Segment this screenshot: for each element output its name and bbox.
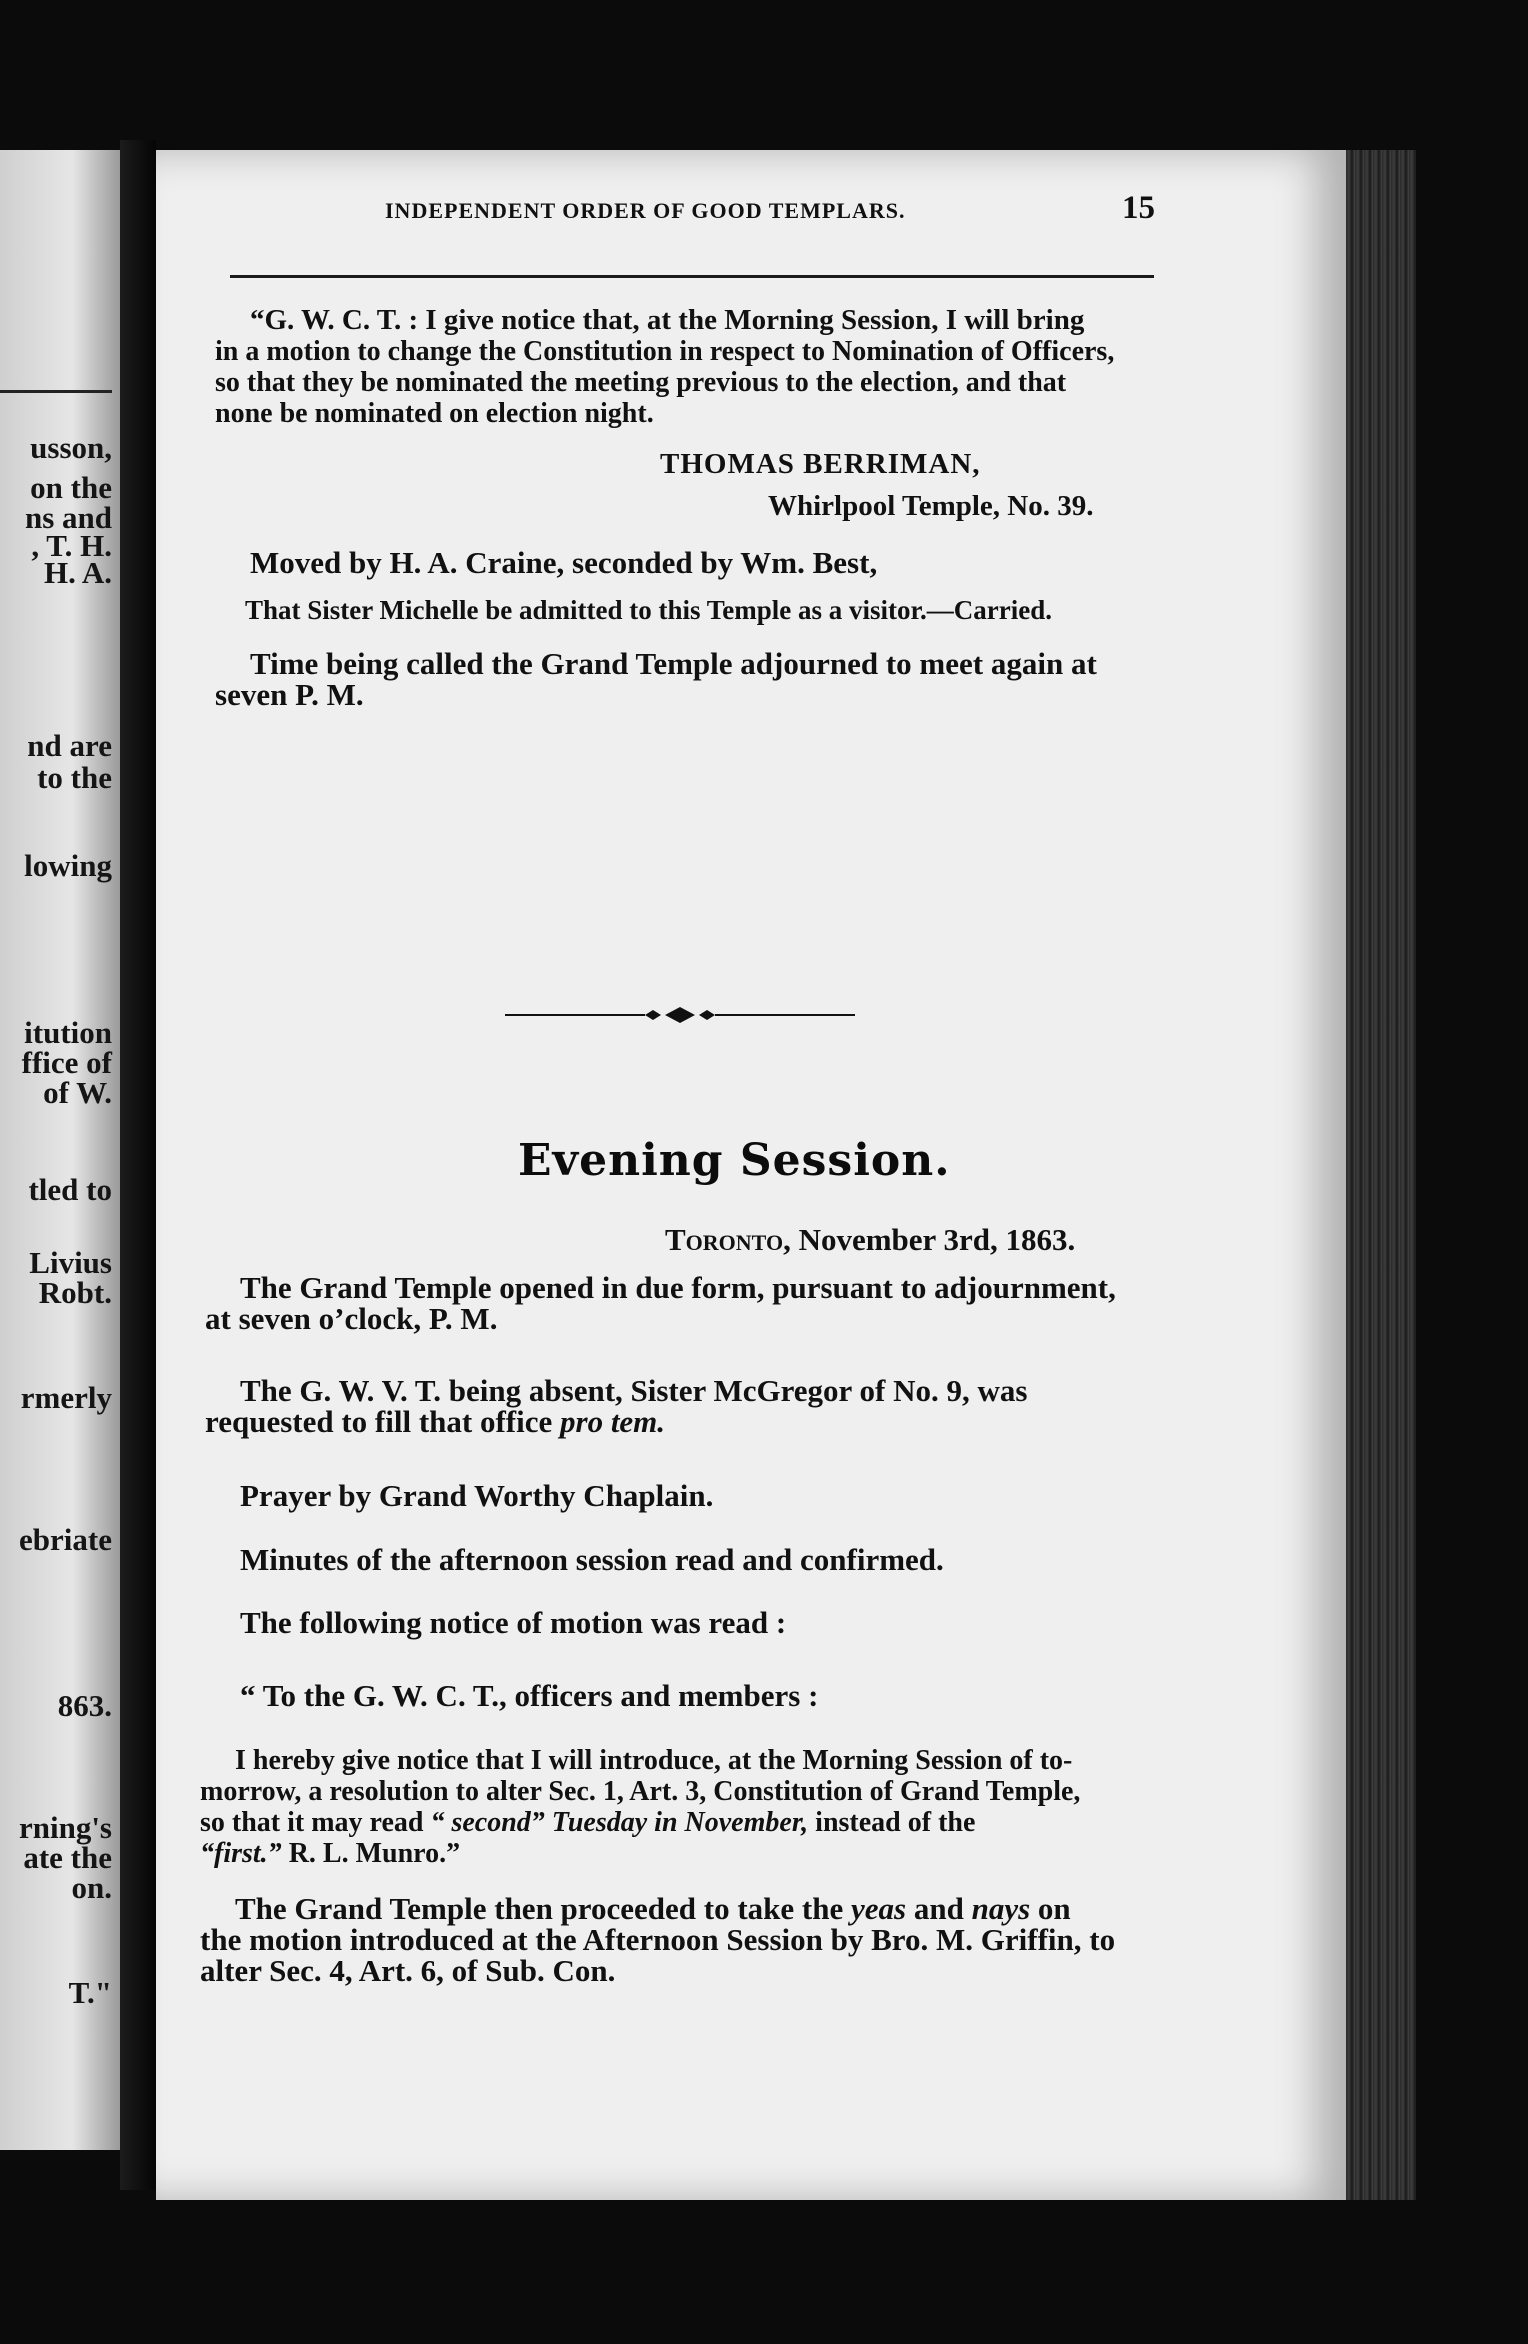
yeas-paragraph xyxy=(200,1893,1150,1986)
notice2-line xyxy=(200,1807,1150,1838)
previous-page-line: rning's xyxy=(18,1810,112,1845)
notice-line: in a motion to change the Constitution in respect to Nomination of Officers, xyxy=(215,336,1115,367)
gwvt-text: requested to fill that office xyxy=(205,1404,560,1439)
gwvt-line: The G. W. V. T. being absent, Sister McGregor of No. 9, was xyxy=(240,1373,1028,1408)
prayer-line: Prayer by Grand Worthy Chaplain. xyxy=(240,1478,714,1513)
gwvt-paragraph xyxy=(205,1375,1150,1437)
previous-page-line: ebriate xyxy=(19,1522,112,1557)
dateline-date: , November 3rd, 1863. xyxy=(783,1222,1076,1257)
previous-page-line: to the xyxy=(37,760,112,795)
notice2-line: morrow, a resolution to alter Sec. 1, Art. 3, Constitution of Grand Temple, xyxy=(200,1776,1081,1807)
yeas-line xyxy=(200,1893,1150,1924)
previous-page-rule xyxy=(0,390,112,393)
adjourn-line: seven P. M. xyxy=(215,677,364,712)
previous-page-line: 863. xyxy=(57,1688,112,1723)
previous-page-line: T." xyxy=(68,1975,112,2010)
previous-page-line: of W. xyxy=(43,1075,112,1110)
session-heading: Evening Session. xyxy=(518,1135,951,1186)
gwvt-line xyxy=(205,1406,1150,1437)
yeas-line: the motion introduced at the Afternoon Session by Bro. M. Griffin, to xyxy=(200,1922,1116,1957)
notice2-line: I hereby give notice that I will introduce, at the Morning Session of to- xyxy=(235,1745,1073,1776)
previous-page-line: lowing xyxy=(24,848,112,883)
dateline xyxy=(665,1222,1075,1258)
previous-page-line: ns and xyxy=(24,500,112,535)
previous-page-line: Livius xyxy=(29,1245,112,1280)
notice2-text: instead of the xyxy=(808,1807,976,1838)
previous-page-line: itution xyxy=(24,1015,112,1050)
previous-page-line: ate the xyxy=(23,1840,112,1875)
minutes-line: Minutes of the afternoon session read and confirmed. xyxy=(240,1542,944,1577)
page-number: 15 xyxy=(1122,190,1155,226)
yeas-text: The Grand Temple then proceeded to take the xyxy=(235,1891,851,1926)
opened-paragraph xyxy=(205,1272,1150,1334)
nays-italic: nays xyxy=(971,1891,1031,1926)
adjourn-paragraph xyxy=(215,648,1150,710)
previous-page-line: on the xyxy=(30,470,112,505)
notice2-signer: R. L. Munro.” xyxy=(281,1838,461,1869)
yeas-line: alter Sec. 4, Art. 6, of Sub. Con. xyxy=(200,1953,616,1988)
opened-line: The Grand Temple opened in due form, pursuant to adjournment, xyxy=(240,1270,1116,1305)
motion-result-line: That Sister Michelle be admitted to this Temple as a visitor.—Carried. xyxy=(245,595,1052,625)
previous-page-line: Robt. xyxy=(38,1275,112,1310)
section-divider-ornament xyxy=(505,1005,855,1025)
opened-line: at seven o’clock, P. M. xyxy=(205,1301,498,1336)
notice-paragraph xyxy=(215,305,1150,429)
gwvt-italic: pro tem. xyxy=(560,1404,666,1439)
yeas-text: on xyxy=(1030,1891,1071,1926)
header-rule xyxy=(230,275,1154,278)
previous-page-line: rmerly xyxy=(20,1380,112,1415)
yeas-text: and xyxy=(906,1891,972,1926)
previous-page-line: usson, xyxy=(30,430,112,465)
book-gutter xyxy=(120,140,156,2190)
previous-page-line: ffice of xyxy=(21,1045,112,1080)
page-edges xyxy=(1346,150,1416,2200)
notice2-paragraph xyxy=(200,1745,1150,1869)
notice2-text: so that it may read xyxy=(200,1807,431,1838)
signature-temple: Whirlpool Temple, No. 39. xyxy=(768,490,1094,522)
notice-line: so that they be nominated the meeting previous to the election, and that xyxy=(215,367,1067,398)
adjourn-line: Time being called the Grand Temple adjourned to meet again at xyxy=(250,646,1097,681)
running-title: INDEPENDENT ORDER OF GOOD TEMPLARS. xyxy=(385,198,906,223)
address-line: “ To the G. W. C. T., officers and members : xyxy=(240,1678,819,1713)
notice2-italic: “ second” Tuesday in November, xyxy=(430,1807,809,1838)
notice2-line xyxy=(200,1838,1150,1869)
motion-line: Moved by H. A. Craine, seconded by Wm. Best, xyxy=(250,545,878,580)
previous-page-line: H. A. xyxy=(43,555,112,590)
notice-line: none be nominated on election night. xyxy=(215,398,654,429)
notice2-italic: “first.” xyxy=(200,1838,282,1869)
previous-page-line: nd are xyxy=(27,728,112,763)
previous-page-line: on. xyxy=(71,1870,112,1905)
following-line: The following notice of motion was read : xyxy=(240,1605,787,1640)
previous-page-fragment xyxy=(0,150,120,2150)
dateline-city: Toronto xyxy=(665,1222,784,1257)
yeas-italic: yeas xyxy=(851,1891,907,1926)
previous-page-line: tled to xyxy=(28,1172,112,1207)
previous-page-line: , T. H. xyxy=(31,528,112,563)
signature-name: THOMAS BERRIMAN, xyxy=(660,448,981,480)
notice-line: “G. W. C. T. : I give notice that, at the Morning Session, I will bring xyxy=(250,304,1085,336)
